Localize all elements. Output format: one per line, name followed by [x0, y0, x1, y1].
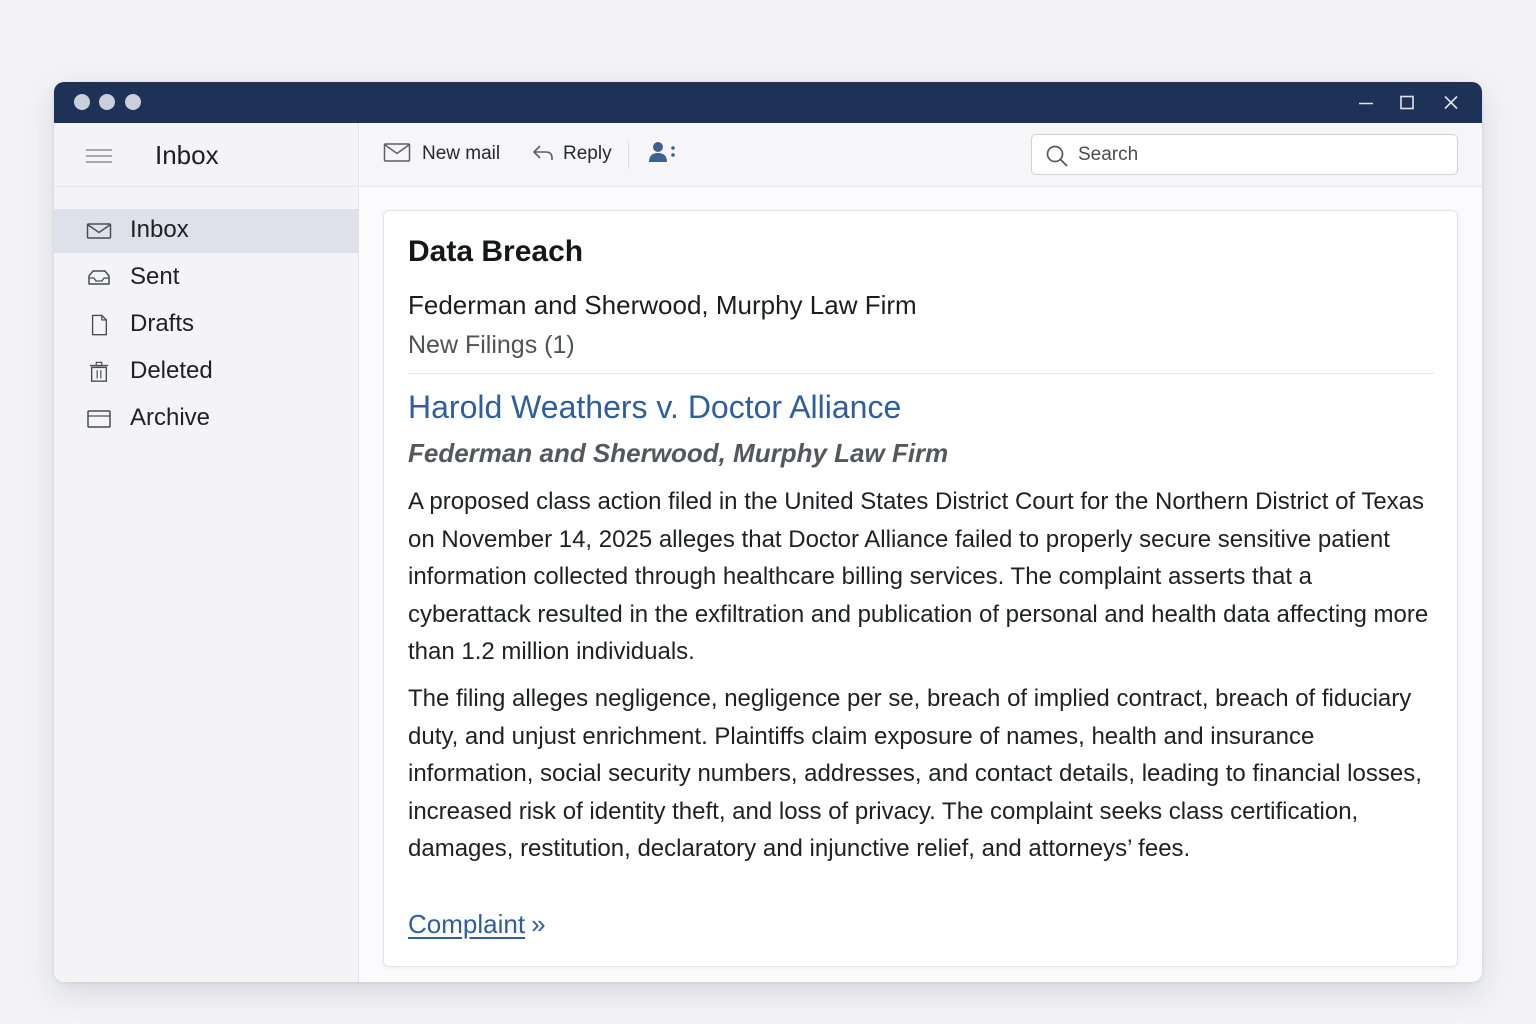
double-chevron-right-icon: » — [531, 909, 546, 939]
maximize-icon[interactable] — [1397, 93, 1417, 113]
case-firm: Federman and Sherwood, Murphy Law Firm — [408, 438, 949, 468]
sidebar-item-label: Inbox — [130, 216, 189, 243]
sidebar-header — [54, 123, 359, 187]
window-dot-1[interactable] — [74, 94, 90, 110]
title-bar — [54, 82, 1482, 123]
reply-arrow-icon — [531, 142, 555, 169]
archive-icon — [86, 408, 112, 430]
person-more-icon — [647, 140, 679, 171]
reply-label: Reply — [563, 143, 612, 164]
document-icon — [86, 314, 112, 336]
sidebar-item-label: Archive — [130, 404, 211, 431]
divider — [408, 373, 1434, 374]
window-dot-2[interactable] — [99, 94, 115, 110]
new-mail-label: New mail — [422, 143, 501, 164]
search-icon — [1045, 144, 1069, 173]
complaint-link-label: Complaint — [408, 909, 526, 939]
sent-tray-icon — [86, 267, 112, 289]
new-mail-button[interactable] — [383, 137, 503, 171]
envelope-icon — [383, 142, 411, 169]
mail-window — [54, 82, 1482, 982]
sidebar-item-archive[interactable] — [54, 397, 359, 441]
close-icon[interactable] — [1441, 93, 1461, 113]
case-claims-paragraph: The filing alleges negligence, negligence per se, breach of implied contract, breach of fiduciary duty, and unjust enrichment. Plaintiffs claim exposure of names, health and insurance information, social security numbers, addresses, and contact details, leading to financial losses, increased risk of identity theft, and loss of privacy. The complaint seeks class certification, damages, restitution, declaratory and injunctive relief, and attorneys’ fees. — [408, 685, 1422, 862]
trash-icon — [86, 361, 112, 383]
reply-button[interactable] — [531, 137, 616, 171]
sidebar-item-inbox[interactable] — [54, 209, 359, 253]
toolbar — [360, 123, 1482, 187]
sidebar — [54, 123, 359, 982]
filings-count: New Filings (1) — [408, 331, 575, 359]
window-dot-3[interactable] — [125, 94, 141, 110]
message-subject: Data Breach — [408, 235, 584, 268]
sidebar-title: Inbox — [155, 140, 219, 170]
sidebar-item-label: Drafts — [130, 310, 195, 337]
sidebar-item-deleted[interactable] — [54, 350, 359, 394]
search-box[interactable] — [1031, 134, 1458, 175]
sidebar-item-label: Sent — [130, 263, 180, 290]
case-title-link[interactable]: Harold Weathers v. Doctor Alliance — [408, 389, 902, 425]
hamburger-menu-icon[interactable] — [85, 147, 113, 165]
search-input[interactable] — [1078, 141, 1438, 168]
sidebar-item-sent[interactable] — [54, 256, 359, 300]
folder-nav — [54, 209, 359, 444]
complaint-link[interactable] — [408, 909, 546, 940]
sidebar-item-drafts[interactable] — [54, 303, 359, 347]
message-card — [383, 210, 1458, 967]
sidebar-item-label: Deleted — [130, 357, 213, 384]
minimize-icon[interactable] — [1356, 93, 1376, 113]
mail-icon — [86, 220, 112, 242]
contacts-button[interactable] — [647, 137, 679, 171]
case-summary-paragraph: A proposed class action filed in the United States District Court for the Northern District of Texas on November 14, 2025 alleges that Doctor Alliance failed to properly secure sensitive patient information collected through healthcare billing services. The complaint asserts that a cyberattack resulted in the exfiltration and publication of personal and health data affecting more than 1.2 million individuals. — [408, 488, 1429, 665]
message-sender: Federman and Sherwood, Murphy Law Firm — [408, 290, 917, 320]
toolbar-divider — [628, 141, 629, 169]
